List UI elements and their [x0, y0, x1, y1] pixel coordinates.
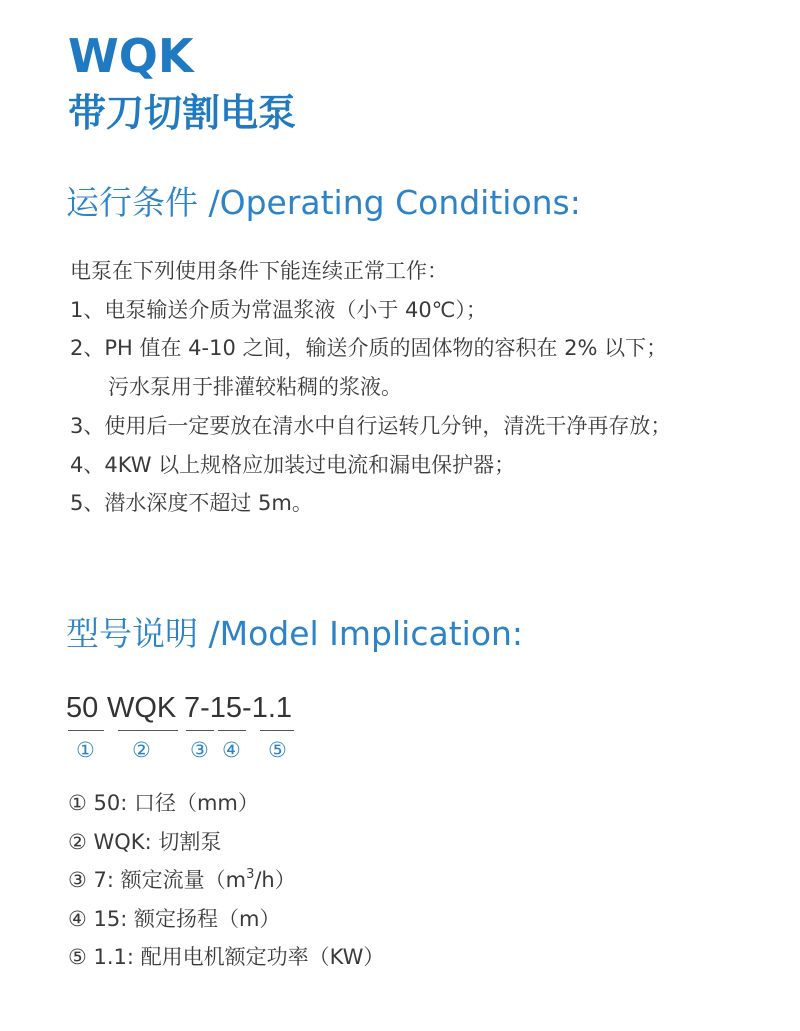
product-subtitle: 带刀切割电泵 [68, 91, 297, 135]
legend-item-diameter: ① 50: 口径（mm） [68, 791, 259, 815]
code-underline-5 [260, 730, 294, 731]
marker-2: ② [132, 738, 151, 762]
condition-item: 5、潜水深度不超过 5m。 [70, 491, 313, 516]
model-code-specs: 7-15-1.1 [184, 692, 293, 724]
operating-conditions-heading: 运行条件 /Operating Conditions: [66, 183, 581, 222]
legend-flow-text: ③ 7: 额定流量（m [68, 868, 247, 892]
code-underline-3 [186, 730, 214, 731]
condition-item: 2、PH 值在 4-10 之间，输送介质的固体物的容积在 2% 以下； [70, 336, 668, 361]
code-underline-4 [218, 730, 246, 731]
brand-title: WQK [68, 29, 194, 83]
model-implication-heading: 型号说明 /Model Implication: [66, 614, 524, 653]
condition-item: 3、使用后一定要放在清水中自行运转几分钟，清洗干净再存放； [70, 413, 672, 438]
code-underline-2 [118, 730, 178, 731]
marker-5: ⑤ [268, 738, 287, 762]
model-code-type: WQK [107, 692, 177, 724]
legend-item-power: ⑤ 1.1: 配用电机额定功率（KW） [68, 945, 385, 969]
condition-item-continuation: 污水泵用于排灌较粘稠的浆液。 [108, 375, 402, 400]
legend-flow-unit: /h） [254, 868, 296, 892]
legend-flow-superscript: 3 [246, 867, 255, 882]
legend-item-type: ② WQK: 切割泵 [68, 829, 222, 854]
legend-item-flow [68, 861, 384, 900]
code-underline-1 [68, 730, 104, 731]
marker-1: ① [76, 738, 95, 762]
marker-4: ④ [222, 738, 241, 762]
condition-item: 4、4KW 以上规格应加装过电流和漏电保护器； [70, 452, 516, 477]
conditions-intro: 电泵在下列使用条件下能连续正常工作： [70, 259, 448, 283]
operating-conditions-list [70, 252, 790, 523]
model-code-diameter: 50 [66, 692, 99, 724]
legend-item-head: ④ 15: 额定扬程（m） [68, 906, 281, 931]
model-legend [68, 784, 384, 977]
marker-3: ③ [190, 738, 209, 762]
condition-item: 1、电泵输送介质为常温浆液（小于 40℃）； [70, 297, 487, 322]
